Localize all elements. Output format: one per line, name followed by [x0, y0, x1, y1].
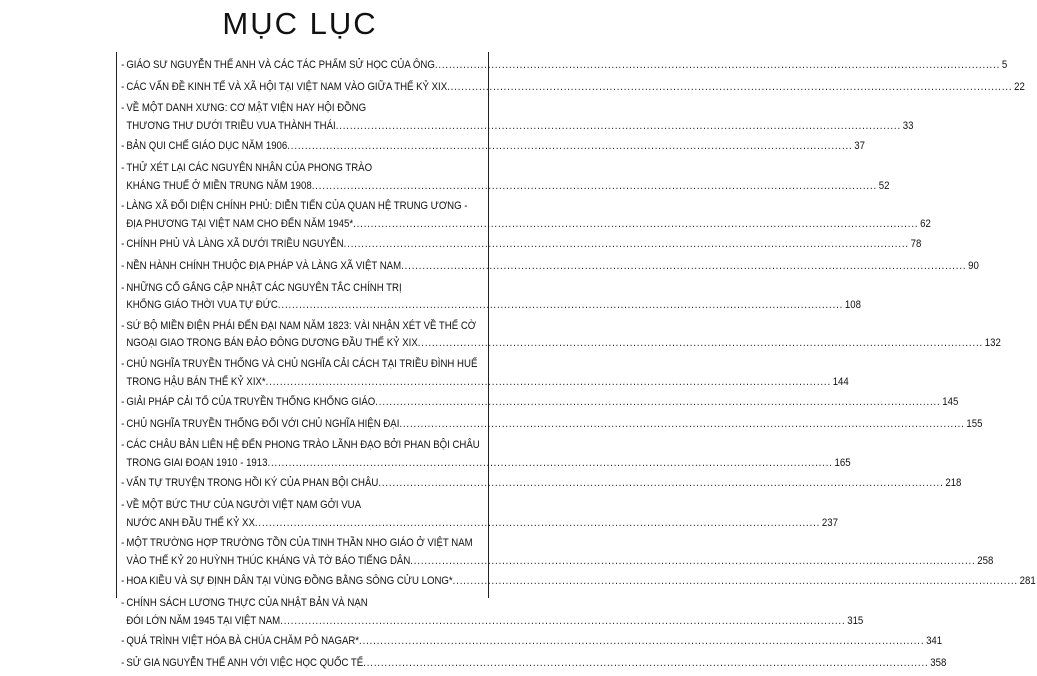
toc-entry: [116, 497, 838, 532]
dot-leader: [375, 394, 940, 412]
toc-entry: [116, 356, 849, 391]
toc-entry-line: [116, 416, 983, 434]
page-number: 237: [821, 516, 838, 529]
entry-title: BẢN QUI CHẾ GIÁO DỤC NĂM 1906: [126, 140, 288, 153]
entry-title: LÀNG XÃ ĐỐI DIỆN CHÍNH PHỦ: DIỄN TIẾN CỦA QUAN HỆ TRUNG ƯƠNG -: [126, 200, 468, 213]
dot-leader: [399, 416, 964, 434]
entry-bullet-dash: -: [121, 59, 125, 71]
entry-bullet-dash: -: [121, 238, 125, 251]
table-of-contents: [116, 57, 1036, 676]
dot-leader: [278, 297, 843, 315]
dot-leader: [267, 455, 832, 473]
page-number: 132: [984, 337, 1001, 350]
toc-entry: [116, 416, 983, 434]
entry-title: MỘT TRƯỜNG HỢP TRƯỜNG TỒN CỦA TINH THẦN NHO GIÁO Ở VIỆT NAM: [126, 537, 473, 550]
toc-entry-line: [116, 160, 489, 178]
toc-entry-line: [116, 280, 489, 298]
entry-title: THƯƠNG THƯ DƯỚI TRIỀU VUA THÀNH THÁI: [126, 119, 336, 132]
toc-entry: [116, 595, 864, 630]
entry-title: CHỦ NGHĨA TRUYỀN THỐNG ĐỐI VỚI CHỦ NGHĨA HIỆN ĐẠI: [126, 417, 400, 430]
entry-title: VÀO THẾ KỶ 20 HUỲNH THÚC KHÁNG VÀ TỜ BÁO TIẾNG DÂN: [126, 554, 411, 567]
toc-entry-line: [116, 655, 947, 673]
entry-bullet-dash: -: [121, 656, 125, 669]
entry-bullet-dash: -: [121, 597, 125, 610]
toc-entry-line: [116, 394, 959, 412]
dot-leader: [280, 613, 845, 631]
entry-title: VẤN TỰ TRUYỆN TRONG HỒI KÝ CỦA PHAN BỘI CHÂU: [126, 477, 379, 490]
toc-entry-line: [116, 297, 861, 315]
toc-entry: [116, 280, 861, 315]
page-number: 281: [1019, 575, 1036, 588]
toc-entry-line: [116, 595, 489, 613]
entry-bullet-dash: -: [121, 140, 125, 153]
page-number: 155: [966, 417, 983, 430]
toc-entry: [116, 258, 979, 276]
entry-title: TRONG GIAI ĐOẠN 1910 - 1913: [126, 456, 268, 469]
toc-entry: [116, 535, 994, 570]
page-number: 358: [930, 656, 947, 669]
toc-entry-line: [116, 118, 914, 136]
dot-leader: [418, 335, 983, 353]
entry-title: SỬ GIA NGUYỄN THẾ ANH VỚI VIỆC HỌC QUỐC TẾ: [126, 656, 364, 669]
entry-bullet-dash: -: [121, 357, 125, 370]
dot-leader: [401, 258, 966, 276]
entry-bullet-dash: -: [121, 537, 125, 550]
entry-title: ĐỊA PHƯƠNG TẠI VIỆT NAM CHO ĐẾN NĂM 1945*: [126, 217, 354, 230]
page-number: 62: [920, 217, 931, 230]
entry-title: KHÁNG THUẾ Ở MIỀN TRUNG NĂM 1908: [126, 179, 312, 192]
entry-title: VỀ MỘT DANH XƯNG: CƠ MẬT VIỆN HAY HỘI ĐỒNG: [126, 102, 367, 115]
dot-leader: [453, 573, 1018, 591]
toc-entry: [116, 475, 962, 493]
entry-title: NỀN HÀNH CHÍNH THUỘC ĐỊA PHÁP VÀ LÀNG XÃ VIỆT NAM: [126, 259, 402, 272]
page-number: 341: [926, 635, 943, 648]
entry-bullet-dash: -: [121, 200, 125, 213]
entry-title: CÁC CHÂU BẢN LIÊN HỆ ĐẾN PHONG TRÀO LÃNH ĐẠO BỞI PHAN BỘI CHÂU: [126, 439, 480, 452]
entry-title: TRONG HẬU BÁN THẾ KỶ XIX*: [126, 375, 266, 388]
page-number: 52: [878, 179, 890, 192]
dot-leader: [359, 633, 924, 651]
entry-title: NƯỚC ANH ĐẦU THẾ KỶ XX: [126, 516, 255, 529]
entry-bullet-dash: -: [121, 635, 125, 648]
toc-entry-line: [116, 497, 489, 515]
toc-entry-line: [116, 613, 864, 631]
entry-bullet-dash: -: [121, 477, 125, 490]
page-number: 218: [945, 477, 962, 490]
toc-entry-line: [116, 374, 849, 392]
toc-entry-line: [116, 515, 838, 533]
toc-entry-line: [116, 79, 1025, 97]
dot-leader: [344, 236, 909, 254]
entry-bullet-dash: -: [121, 417, 125, 430]
toc-entry-line: [116, 335, 1001, 353]
toc-entry: [116, 100, 914, 135]
toc-entry-line: [116, 633, 943, 651]
toc-entry: [116, 573, 1036, 591]
toc-entry: [116, 160, 890, 195]
entry-bullet-dash: -: [121, 102, 125, 115]
dot-leader: [447, 79, 1012, 97]
page-number: 144: [832, 375, 849, 388]
toc-entry-line: [116, 475, 962, 493]
entry-title: THỬ XÉT LẠI CÁC NGUYÊN NHÂN CỦA PHONG TRÀO: [126, 161, 373, 174]
toc-entry: [116, 318, 1001, 353]
entry-title: NHỮNG CỐ GẮNG CẬP NHẬT CÁC NGUYÊN TẮC CHÍNH TRỊ: [126, 281, 402, 294]
toc-entry: [116, 437, 851, 472]
page-number: 37: [854, 140, 865, 153]
entry-bullet-dash: -: [121, 396, 125, 409]
toc-entry: [116, 236, 922, 254]
entry-title: CHÍNH PHỦ VÀ LÀNG XÃ DƯỚI TRIỀU NGUYỄN: [126, 238, 344, 251]
entry-bullet-dash: -: [121, 575, 125, 588]
page-title: MỤC LỤC: [222, 6, 378, 41]
entry-title: HOA KIỀU VÀ SỰ ĐỊNH DÂN TẠI VÙNG ĐỒNG BẰNG SÔNG CỬU LONG*: [126, 575, 453, 588]
toc-entry-line: [116, 356, 489, 374]
entry-bullet-dash: -: [121, 281, 125, 294]
toc-entry: [116, 138, 865, 156]
entry-title: GIÁO SƯ NGUYỄN THẾ ANH VÀ CÁC TÁC PHẨM SỬ HỌC CỦA ÔNG: [126, 59, 435, 71]
dot-leader: [378, 475, 943, 493]
entry-bullet-dash: -: [121, 259, 125, 272]
dot-leader: [255, 515, 820, 533]
toc-entry: [116, 198, 931, 233]
entry-title: CHÍNH SÁCH LƯƠNG THỰC CỦA NHẬT BẢN VÀ NẠN: [126, 597, 368, 610]
dot-leader: [312, 178, 877, 196]
entry-title: CHỦ NGHĨA TRUYỀN THỐNG VÀ CHỦ NGHĨA CẢI CÁCH TẠI TRIỀU ĐÌNH HUẾ: [126, 357, 478, 370]
toc-entry-line: [116, 573, 1036, 591]
entry-title: VỀ MỘT BỨC THƯ CỦA NGƯỜI VIỆT NAM GỞI VUA: [126, 499, 362, 512]
toc-entry-line: [116, 258, 979, 276]
entry-title: NGOẠI GIAO TRONG BÁN ĐẢO ĐÔNG DƯƠNG ĐẦU THẾ KỶ XIX: [126, 337, 418, 350]
toc-entry-line: [116, 437, 489, 455]
toc-entry-line: [116, 138, 865, 156]
toc-entry-line: [116, 57, 1008, 75]
page-number: 33: [902, 119, 914, 132]
dot-leader: [336, 118, 901, 136]
entry-title: KHỔNG GIÁO THỜI VUA TỰ ĐỨC: [126, 299, 278, 312]
toc-entry-line: [116, 455, 851, 473]
toc-entry-line: [116, 553, 994, 571]
toc-entry-line: [116, 178, 890, 196]
entry-title: ĐÓI LỚN NĂM 1945 TẠI VIỆT NAM: [126, 614, 281, 627]
entry-bullet-dash: -: [121, 499, 125, 512]
toc-entry-line: [116, 535, 489, 553]
dot-leader: [410, 553, 975, 571]
entry-bullet-dash: -: [121, 439, 125, 452]
page-number: 315: [847, 614, 864, 627]
dot-leader: [363, 655, 928, 673]
page-number: 90: [968, 259, 979, 272]
toc-entry-line: [116, 236, 922, 254]
dot-leader: [353, 216, 918, 234]
entry-bullet-dash: -: [121, 161, 125, 174]
entry-title: GIẢI PHÁP CẢI TỔ CỦA TRUYỀN THỐNG KHỔNG GIÁO: [126, 396, 376, 409]
toc-entry: [116, 57, 1008, 75]
page-number: 258: [977, 554, 994, 567]
toc-entry: [116, 394, 959, 412]
page-number: 165: [834, 456, 851, 469]
page-number: 145: [942, 396, 959, 409]
entry-bullet-dash: -: [121, 319, 125, 332]
entry-title: QUÁ TRÌNH VIỆT HÓA BÀ CHÚA CHĂM PÔ NAGAR*: [126, 635, 360, 648]
toc-entry: [116, 633, 943, 651]
toc-entry: [116, 79, 1025, 97]
toc-entry-line: [116, 318, 489, 336]
page-number: 78: [910, 238, 922, 251]
dot-leader: [266, 374, 831, 392]
dot-leader: [435, 57, 1000, 75]
toc-entry-line: [116, 100, 489, 118]
toc-entry-line: [116, 198, 489, 216]
page-number: 108: [844, 299, 861, 312]
page-number: 22: [1014, 80, 1025, 93]
entry-title: SỨ BỘ MIỀN ĐIỆN PHÁI ĐẾN ĐẠI NAM NĂM 1823: VÀI NHẬN XÉT VỀ THẾ CỜ: [126, 319, 477, 332]
dot-leader: [287, 138, 852, 156]
page-number: 5: [1001, 59, 1008, 71]
toc-entry-line: [116, 216, 931, 234]
entry-bullet-dash: -: [121, 80, 125, 93]
toc-entry: [116, 655, 947, 673]
entry-title: CÁC VẤN ĐỀ KINH TẾ VÀ XÃ HỘI TẠI VIỆT NAM VÀO GIỮA THẾ KỶ XIX: [126, 80, 448, 93]
